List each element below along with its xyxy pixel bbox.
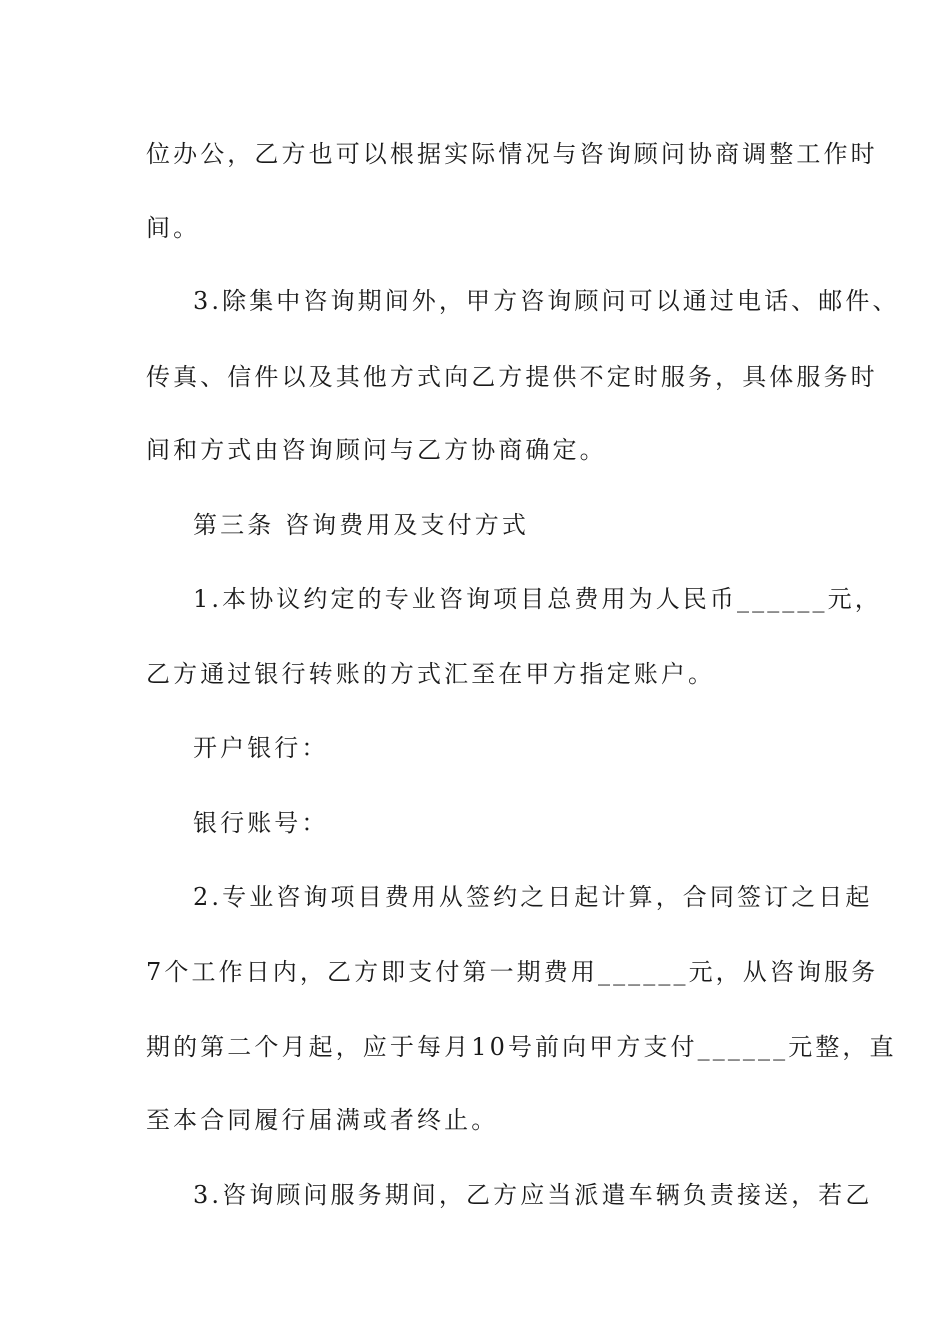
paragraph-line: 位办公，乙方也可以根据实际情况与咨询顾问协商调整工作时 xyxy=(146,140,878,168)
paragraph-line: 至本合同履行届满或者终止。 xyxy=(146,1106,499,1134)
paragraph-line: 3.除集中咨询期间外，甲方咨询顾问可以通过电话、邮件、 xyxy=(193,287,900,315)
paragraph-line: 2.专业咨询项目费用从签约之日起计算，合同签订之日起 xyxy=(193,883,873,911)
bank-account-label: 银行账号： xyxy=(193,809,329,837)
paragraph-line: 3.咨询顾问服务期间，乙方应当派遣车辆负责接送，若乙 xyxy=(193,1181,873,1209)
paragraph-line: 期的第二个月起，应于每月10号前向甲方支付______元整，直 xyxy=(146,1033,897,1061)
paragraph-line: 间。 xyxy=(146,214,201,242)
paragraph-line: 1.本协议约定的专业咨询项目总费用为人民币______元， xyxy=(193,585,882,613)
section-heading: 第三条 咨询费用及支付方式 xyxy=(193,511,529,539)
paragraph-line: 传真、信件以及其他方式向乙方提供不定时服务，具体服务时 xyxy=(146,363,878,391)
paragraph-line: 7个工作日内，乙方即支付第一期费用______元，从咨询服务 xyxy=(146,958,879,986)
paragraph-line: 间和方式由咨询顾问与乙方协商确定。 xyxy=(146,436,607,464)
bank-name-label: 开户银行： xyxy=(193,734,329,762)
paragraph-line: 乙方通过银行转账的方式汇至在甲方指定账户。 xyxy=(146,660,716,688)
